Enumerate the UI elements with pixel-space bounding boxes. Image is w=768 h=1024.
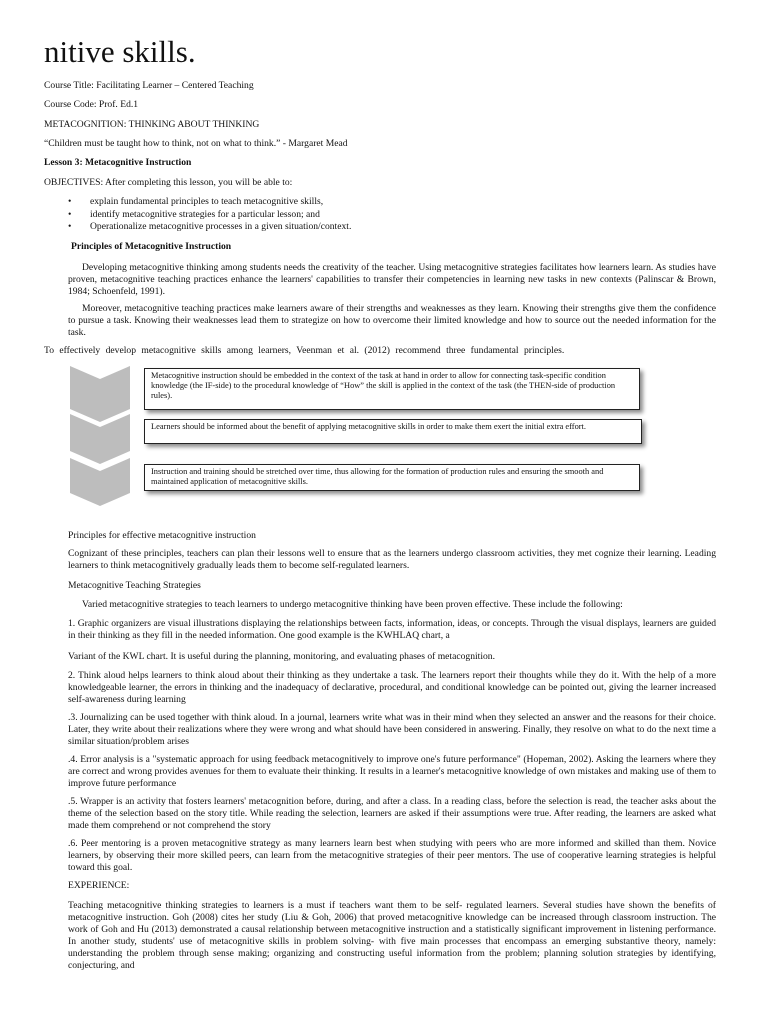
chevron-icon: [70, 458, 130, 506]
topic-title: METACOGNITION: THINKING ABOUT THINKING: [44, 119, 260, 130]
heading-fragment: nitive skills.: [44, 34, 196, 69]
principles-diagram: [70, 366, 650, 506]
course-code: Course Code: Prof. Ed.1: [44, 99, 139, 110]
principle-box-3: Instruction and training should be stretched over time, thus allowing for the formation of production rules and ensuring the smooth and maintained application of metacognitive skills.: [144, 464, 640, 491]
paragraph-varied: Varied metacognitive strategies to teach learners to undergo metacognitive thinking have been proven effective. These include the following:: [82, 599, 623, 610]
objectives-intro: OBJECTIVES: After completing this lesson, you will be able to:: [44, 177, 293, 188]
strategy-peer-mentoring: .6. Peer mentoring is a proven metacognitive strategy as many learners learn best when studying with peers who are more informed and skilled than them. Novice learners, by observing their more skilled peers, can learn from the metacognitive strategies of their peer mentors. The use of cooperative learning strategies is helpful toward this goal.: [68, 838, 716, 873]
quote: “Children must be taught how to think, not on what to think.” - Margaret Mead: [44, 138, 348, 149]
paragraph-effectively: To effectively develop metacognitive skills among learners, Veenman et al. (2012) recommend three fundamental principles.: [44, 345, 565, 356]
strategy-graphic-organizers-cont: Variant of the KWL chart. It is useful during the planning, monitoring, and evaluating phases of metacognition.: [68, 651, 495, 662]
strategy-error-analysis: .4. Error analysis is a "systematic approach for using feedback metacognitively to improve one's future performance" (Hopeman, 2002). Asking the learners where they are correct and wrong provides avenues for them to evaluate their thinking. It results in a learner's metacognitive knowledge of own mistakes and making use of them to improve future performance: [68, 754, 716, 789]
strategy-journalizing: .3. Journalizing can be used together with think aloud. In a journal, learners write what was in their mind when they selected an answer and the reasons for their choice. Later, they write about their realizations where they were wrong and what should have been considered in answering. Finally, they resolve on what to do the next time a similar situation/problem arises: [68, 712, 716, 747]
principles-heading: Principles of Metacognitive Instruction: [71, 241, 232, 252]
strategy-think-aloud: 2. Think aloud helps learners to think aloud about their thinking as they undertake a task. The learners report their thoughts while they do it. With the help of a more knowledgeable learner, the errors in thinking and the inadequacy of declarative, procedural, and conditional knowledge can be pointed out, giving the learner increased self-awareness during learning: [68, 670, 716, 705]
principle-box-2: Learners should be informed about the benefit of applying metacognitive skills in order to make them exert the initial extra effort.: [144, 419, 642, 444]
course-title: Course Title: Facilitating Learner – Centered Teaching: [44, 80, 254, 91]
objective-item: • identify metacognitive strategies for a particular lesson; and: [68, 209, 351, 222]
diagram-caption: Principles for effective metacognitive instruction: [68, 530, 256, 541]
objective-item: • Operationalize metacognitive processes in a given situation/context.: [68, 221, 351, 234]
paragraph-developing: Developing metacognitive thinking among students needs the creativity of the teacher. Using metacognitive strategies facilitates how learners learn. As studies have proven, metacognitive teaching practices enhance the learners' capabilities to transfer their competencies in learning new tasks in new contexts (Palinscar & Brown, 1984; Schoenfeld, 1991).: [68, 262, 716, 297]
strategies-heading: Metacognitive Teaching Strategies: [68, 580, 201, 591]
paragraph-cognizant: Cognizant of these principles, teachers can plan their lessons well to ensure that as the learners undergo classroom activities, they met cognize their learning. Leading learners to think metacognitively gradually leads them to become self-regulated learners.: [68, 548, 716, 571]
lesson-title: Lesson 3: Metacognitive Instruction: [44, 157, 192, 168]
strategy-graphic-organizers: 1. Graphic organizers are visual illustrations displaying the relationships between facts, information, ideas, or concepts. Through the visual displays, learners are guided in their thinking as they fill in the needed information. One good example is the KWHLAQ chart, a: [68, 618, 716, 641]
paragraph-moreover: Moreover, metacognitive teaching practices make learners aware of their strengths and weaknesses as they learn. Knowing their strengths give them the confidence to pursue a task. Knowing their weaknesses lead them to strategize on how to overcome their limited knowledge and how to source out the needed information for the task.: [68, 303, 716, 338]
principle-box-1: Metacognitive instruction should be embedded in the context of the task at hand in order to allow for connecting task-specific condition knowledge (the IF-side) to the procedural knowledge of “How” the skill is applied in the context of the task (the THEN-side of production rules).: [144, 368, 640, 410]
experience-heading: EXPERIENCE:: [68, 880, 130, 891]
paragraph-experience: Teaching metacognitive thinking strategies to learners is a must if teachers want them to be self- regulated learners. Several studies have shown the benefits of metacognitive instruction. Goh (2008) cites her study (Liu & Goh, 2006) that proved metacognitive knowledge can be increased through classroom instruction. The work of Goh and Hu (2013) demonstrated a causal relationship between metacognitive instruction and a statistically significant improvement in listening performance. In another study, students' use of metacognitive skills in problem solving- with five main processes that encompass an emerging substantive theory, namely: understanding the problem through sense making; organizing and constructing useful information from the problem; planning solution strategies by identifying, conjecturing, and: [68, 900, 716, 971]
strategy-wrapper: .5. Wrapper is an activity that fosters learners' metacognition before, during, and after a class. In a reading class, before the selection is read, the teacher asks about the theme of the selection based on the story title. While reading the selection, learners are asked if their assumptions were true. After reading, the learners are asked what made them comprehend or not comprehend the story: [68, 796, 716, 831]
chevron-icon: [70, 414, 130, 464]
objective-item: • explain fundamental principles to teach metacognitive skills,: [68, 196, 351, 209]
objectives-list: [68, 196, 351, 234]
